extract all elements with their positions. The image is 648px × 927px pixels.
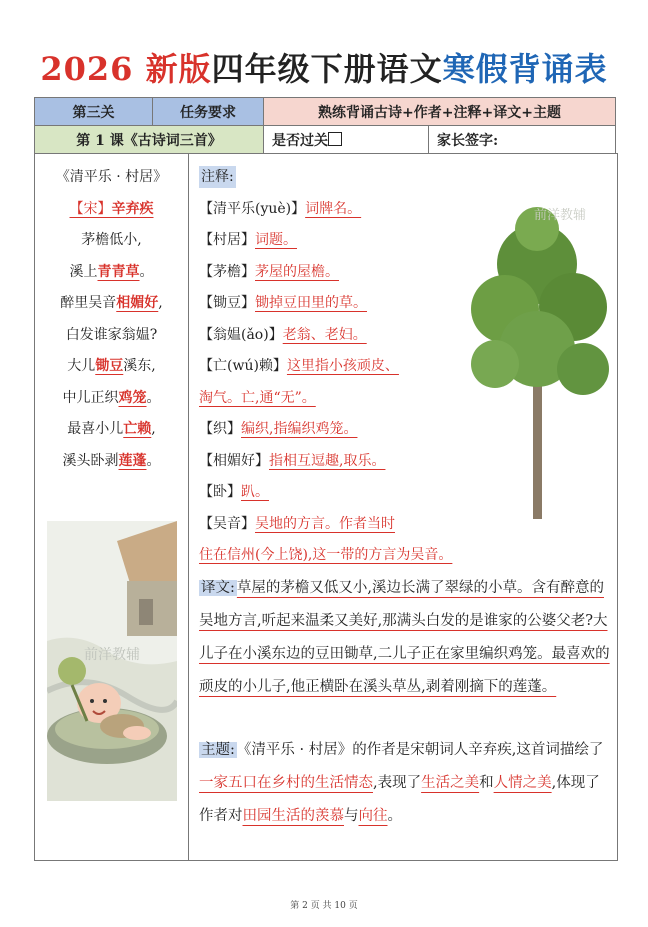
poem-line: 大儿锄豆溪东, <box>67 358 156 374</box>
poem-line: 茅檐低小, <box>81 232 142 248</box>
title-year: 2026 <box>40 50 134 88</box>
header-table <box>34 97 616 154</box>
poem-author: 【宋】辛弃疾 <box>69 200 154 217</box>
pass-checkbox[interactable] <box>328 132 342 146</box>
theme-label: 主题: <box>201 742 235 758</box>
note-item: 【亡(wú)赖】这里指小孩顽皮、 <box>199 358 399 374</box>
poem-line: 醉里吴音相媚好, <box>60 295 163 311</box>
note-item: 【锄豆】锄掉豆田里的草。 <box>199 295 367 311</box>
poem-line: 白发谁家翁媪? <box>65 326 158 343</box>
theme-section: 主题: 《清平乐 · 村居》的作者是宋朝词人辛弃疾,这首词描绘了一家五口在乡村的生活情态,表现了生活之美和人情之美,体现了作者对田园生活的羡慕与向往。 <box>199 742 604 824</box>
note-item: 【相媚好】指相互逗趣,取乐。 <box>199 452 386 469</box>
poem-column <box>35 162 188 477</box>
column-divider <box>188 154 189 860</box>
tree-illustration <box>465 189 615 519</box>
level-cell: 第三关 <box>35 98 153 126</box>
note-item: 【翁媪(ǎo)】老翁、老妇。 <box>199 326 367 343</box>
note-item: 【茅檐】茅屋的屋檐。 <box>199 263 339 280</box>
note-item: 住在信州(今上饶),这一带的方言为吴音。 <box>199 547 453 563</box>
tree-watermark: 前洋教辅 <box>533 208 587 223</box>
content-box <box>34 153 618 861</box>
title-edition: 新版 <box>145 50 212 88</box>
poem-line: 中儿正织鸡笼。 <box>62 389 161 406</box>
child-lotus-illustration <box>47 521 177 801</box>
notes-label-row <box>199 162 459 194</box>
translation-text: 草屋的茅檐又低又小,溪边长满了翠绿的小草。含有醉意的吴地方言,听起来温柔又美好,那满头白发的是谁家的公婆父老?大儿子在小溪东边的豆田锄草,二儿子正在家里编织鸡笼。最喜欢的顽皮的小儿子,他正横卧在溪头草丛,剥着刚摘下的莲蓬。 <box>199 580 610 695</box>
parent-sign-cell: 家长签字: <box>429 126 616 154</box>
image-watermark: 前洋教辅 <box>84 647 140 663</box>
translation-label: 译文: <box>201 580 235 596</box>
note-item: 【村居】词题。 <box>199 232 297 248</box>
note-item: 【卧】趴。 <box>199 484 269 500</box>
note-item: 【清平乐(yuè)】词牌名。 <box>199 200 362 217</box>
pass-label: 是否过关 <box>272 132 328 149</box>
page-footer: 第 2 页 共 10 页 <box>290 901 358 911</box>
note-item: 淘气。亡,通“无”。 <box>199 389 316 406</box>
poem-title: 《清平乐 · 村居》 <box>55 169 168 185</box>
task-desc-cell: 熟练背诵古诗+作者+注释+译文+主题 <box>264 98 616 126</box>
poem-line: 最喜小儿亡赖, <box>67 421 156 437</box>
poem-line: 溪上青青草。 <box>69 263 154 280</box>
pass-cell <box>264 126 429 154</box>
note-item: 【吴音】吴地的方言。作者当时 <box>199 515 395 532</box>
note-item: 【织】编织,指编织鸡笼。 <box>199 421 358 437</box>
poem-line: 溪头卧剥莲蓬。 <box>62 452 161 469</box>
notes-label: 注释: <box>199 166 236 188</box>
task-label-cell: 任务要求 <box>153 98 264 126</box>
lesson-cell: 第 1 课《古诗词三首》 <box>35 126 264 154</box>
title-recite: 寒假背诵表 <box>442 50 608 88</box>
title-grade: 四年级下册语文 <box>211 50 443 88</box>
translation-section <box>199 572 611 704</box>
notes-section <box>199 162 459 572</box>
page-title <box>0 44 648 90</box>
